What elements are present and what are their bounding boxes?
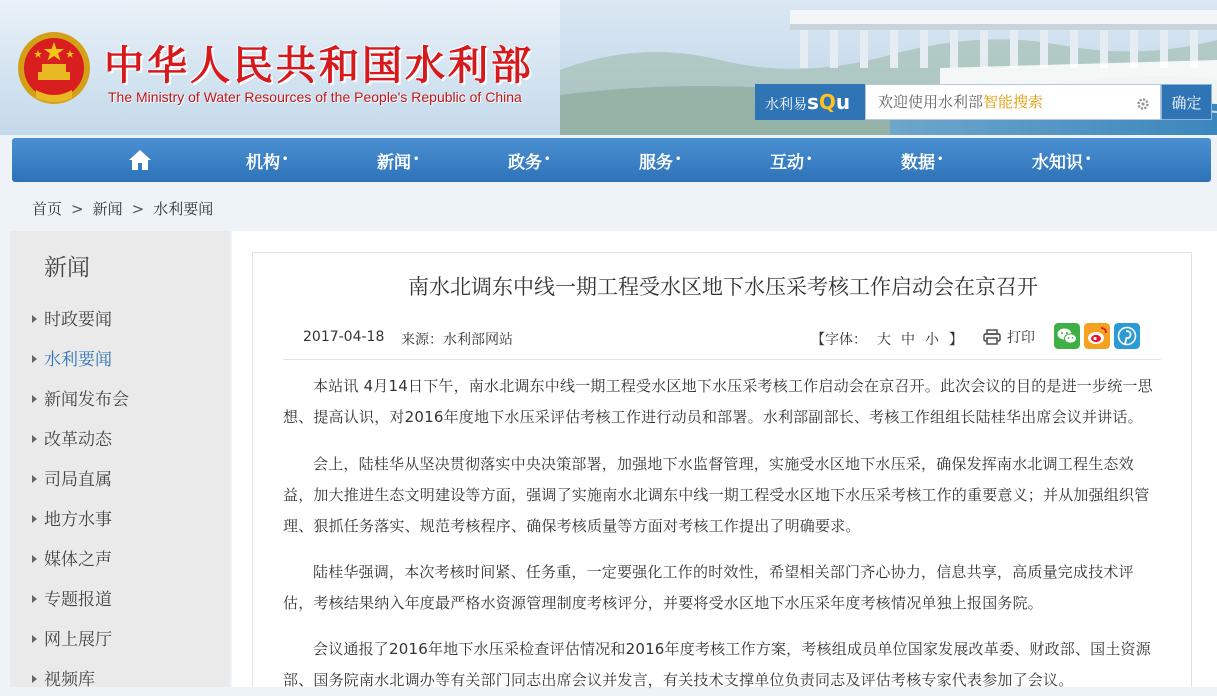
nav-dropdown-dot: • <box>1085 154 1092 165</box>
search-brand-q: Q <box>818 90 836 114</box>
breadcrumb-separator: > <box>71 200 84 218</box>
sidebar-item-label: 专题报道 <box>44 590 112 610</box>
nav-item-label: 水知识 <box>1032 153 1083 173</box>
caret-right-icon <box>32 555 37 563</box>
article-title: 南水北调东中线一期工程受水区地下水压采考核工作启动会在京召开 <box>408 275 1038 299</box>
sidebar-item-local-affairs[interactable] <box>32 505 112 530</box>
printer-icon <box>983 329 1001 345</box>
sidebar-item-label: 时政要闻 <box>44 310 112 330</box>
search-box <box>755 84 1212 120</box>
sidebar-item-video-library[interactable] <box>32 665 95 690</box>
article-paragraph: 本站讯 4月14日下午，南水北调东中线一期工程受水区地下水压采考核工作启动会在京召开。此次会议的目的是进一步统一思想、提高认识，对2016年度地下水压采评估考核工作进行动员和部署。水利部副部长、考核工作组组长陆桂华出席会议并讲话。 <box>283 377 1153 426</box>
search-brand-logo <box>755 84 865 120</box>
caret-right-icon <box>32 435 37 443</box>
caret-right-icon <box>32 515 37 523</box>
font-size-small[interactable]: 小 <box>925 332 939 348</box>
sidebar-item-special-reports[interactable] <box>32 585 112 610</box>
search-brand-u: u <box>835 90 851 114</box>
caret-right-icon <box>32 475 37 483</box>
nav-item-interaction[interactable] <box>770 138 812 182</box>
sidebar-item-online-exhibition[interactable] <box>32 625 112 650</box>
caret-right-icon <box>32 355 37 363</box>
weibo-icon[interactable] <box>1084 323 1110 349</box>
nav-item-organization[interactable] <box>246 138 288 182</box>
sidebar <box>10 231 230 690</box>
font-size-label: 【字体： <box>811 332 867 348</box>
nav-dropdown-dot: • <box>937 154 944 165</box>
sidebar-item-label: 改革动态 <box>44 430 112 450</box>
font-size-close: 】 <box>949 332 963 348</box>
font-size-large[interactable]: 大 <box>877 332 891 348</box>
sidebar-title: 新闻 <box>44 255 90 281</box>
breadcrumb-separator: > <box>131 200 145 218</box>
sidebar-item-label: 网上展厅 <box>44 630 112 650</box>
caret-right-icon <box>32 315 37 323</box>
sidebar-item-politics[interactable] <box>32 305 112 330</box>
print-label: 打印 <box>1007 330 1035 346</box>
search-submit-button[interactable]: 确定 <box>1161 84 1212 120</box>
sidebar-item-label: 新闻发布会 <box>44 390 129 410</box>
nav-item-water-knowledge[interactable] <box>1032 138 1091 182</box>
article-paragraph: 陆桂华强调，本次考核时间紧、任务重，一定要强化工作的时效性，希望相关部门齐心协力，信息共享，高质量完成技术评估，考核结果纳入年度最严格水资源管理制度考核评分，并要将受水区地下水压采年度考核情况单独上报国务院。 <box>283 563 1134 612</box>
home-icon[interactable] <box>128 149 152 171</box>
caret-right-icon <box>32 675 37 683</box>
wechat-icon[interactable] <box>1054 323 1080 349</box>
caret-right-icon <box>32 395 37 403</box>
nav-item-label: 服务 <box>639 153 673 173</box>
font-size-control <box>811 329 963 349</box>
search-input[interactable] <box>865 84 1161 120</box>
nav-item-label: 政务 <box>508 153 542 173</box>
nav-item-services[interactable] <box>639 138 681 182</box>
sidebar-item-media[interactable] <box>32 545 112 570</box>
sidebar-item-label: 地方水事 <box>44 510 112 530</box>
search-brand-prefix: 水利易 <box>765 97 807 113</box>
font-size-medium[interactable]: 中 <box>901 332 915 348</box>
article-paragraph: 会上，陆桂华从坚决贯彻落实中央决策部署，加强地下水监督管理，实施受水区地下水压采，确保发挥南水北调工程生态效益，加大推进生态文明建设等方面，强调了实施南水北调东中线一期工程受水区地下水压采考核工作的重要意义；并从加强组织管理、狠抓任务落实、规范考核程序、确保考核质量等方面对考核工作提出了明确要求。 <box>283 455 1150 535</box>
caret-right-icon <box>32 595 37 603</box>
search-brand-s: s <box>807 90 819 114</box>
caret-right-icon <box>32 635 37 643</box>
sidebar-item-water-news[interactable] <box>32 345 112 370</box>
meta-divider <box>283 359 1161 360</box>
article-source: 来源：水利部网站 <box>401 332 513 348</box>
sidebar-item-press-conference[interactable] <box>32 385 129 410</box>
breadcrumb <box>32 198 213 219</box>
pinterest-icon[interactable] <box>1114 323 1140 349</box>
breadcrumb-current[interactable]: 水利要闻 <box>153 200 214 218</box>
article <box>252 252 1192 687</box>
sidebar-item-departments[interactable] <box>32 465 112 490</box>
print-button[interactable] <box>983 327 1035 347</box>
nav-dropdown-dot: • <box>282 154 289 165</box>
nav-dropdown-dot: • <box>544 154 551 165</box>
nav-item-label: 数据 <box>901 153 935 173</box>
article-paragraph: 会议通报了2016年地下水压采检查评估情况和2016年度考核工作方案，考核组成员单位国家发展改革委、财政部、国土资源部、国务院南水北调办等有关部门同志出席会议并发言，有关技术支撑单位负责同志及评估考核专家代表参加了会议。 <box>283 640 1151 689</box>
nav-item-government-affairs[interactable] <box>508 138 550 182</box>
search-placeholder-highlight: 智能搜索 <box>983 93 1044 111</box>
national-emblem-icon <box>16 28 92 108</box>
header-banner <box>0 0 1217 135</box>
breadcrumb-home[interactable]: 首页 <box>32 200 63 218</box>
main-nav <box>12 138 1211 182</box>
sidebar-item-label: 司局直属 <box>44 470 112 490</box>
nav-dropdown-dot: • <box>413 154 420 165</box>
nav-dropdown-dot: • <box>806 154 813 165</box>
article-date: 2017-04-18 <box>303 329 385 345</box>
site-title: 中华人民共和国水利部 <box>104 42 534 89</box>
breadcrumb-news[interactable]: 新闻 <box>92 200 123 218</box>
nav-item-news[interactable] <box>377 138 419 182</box>
nav-item-label: 机构 <box>246 153 280 173</box>
search-placeholder-prefix: 欢迎使用水利部 <box>878 93 984 111</box>
nav-item-label: 新闻 <box>377 153 411 173</box>
nav-dropdown-dot: • <box>675 154 682 165</box>
nav-item-data[interactable] <box>901 138 943 182</box>
gear-icon[interactable] <box>1136 97 1150 111</box>
sidebar-item-reform[interactable] <box>32 425 112 450</box>
sidebar-item-label: 水利要闻 <box>44 350 112 370</box>
site-subtitle: The Ministry of Water Resources of the People's Republic of China <box>108 89 522 105</box>
sidebar-item-label: 视频库 <box>44 670 95 690</box>
nav-item-label: 互动 <box>770 153 804 173</box>
sidebar-item-label: 媒体之声 <box>44 550 112 570</box>
